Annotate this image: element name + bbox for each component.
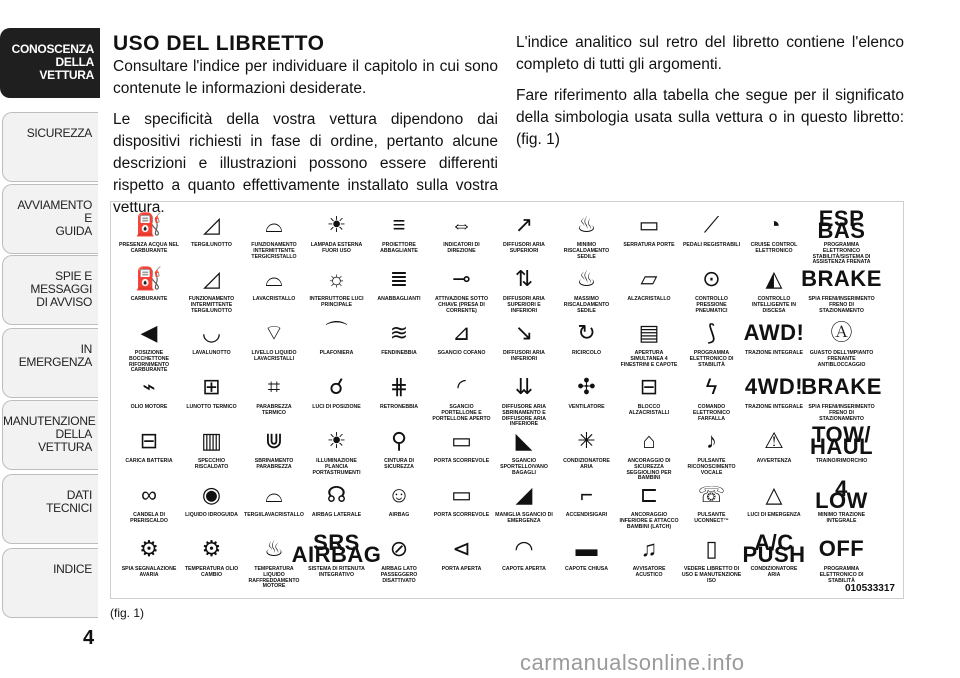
right-paragraph-2: Fare riferimento alla tabella che segue per il significato della simbologia usata sulla vettura o in questo libretto: (fig. 1) xyxy=(516,87,904,148)
intermittent-rear-wiper-icon: ◿ xyxy=(203,266,220,291)
symbol-cell xyxy=(557,372,617,411)
symbol-label: PORTA SCORREVOLE xyxy=(433,512,490,518)
symbol-label: SGANCIO SPORTELLO/VANO BAGAGLI xyxy=(500,458,548,476)
symbol-cell xyxy=(307,318,367,357)
esc-icon: ⟆ xyxy=(707,320,716,345)
symbol-label: PROGRAMMA ELETTRONICO DI STABILITÀ xyxy=(819,566,864,584)
exterior-lamp-icon: ☀ xyxy=(326,212,347,237)
symbol-cell xyxy=(682,318,742,368)
symbol-label: TRAINO/RIMORCHIO xyxy=(815,458,868,464)
defrost-floor-vent-icon: ⇊ xyxy=(514,374,534,399)
symbol-cell xyxy=(744,426,804,465)
symbol-label: DIFFUSORI ARIA SUPERIORI E INFERIORI xyxy=(503,296,545,314)
symbol-label: FUNZIONAMENTO INTERMITTENTE TERGICRISTALLO xyxy=(251,242,297,260)
power-outlet-icon: ⊸ xyxy=(452,266,471,291)
page-title: USO DEL LIBRETTO xyxy=(113,32,325,55)
symbol-label: AVVERTENZA xyxy=(756,458,792,464)
wiper-washer-icon: ⌓ xyxy=(265,482,283,507)
symbol-cell xyxy=(119,210,179,255)
sidebar-tab-label: SPIE E MESSAGGI DI AVVISO xyxy=(30,269,92,309)
high-beam-icon: ≡ xyxy=(392,212,406,237)
symbol-label: TERGI/LAVACRISTALLO xyxy=(244,512,304,518)
symbol-label: SBRINAMENTO PARABREZZA xyxy=(254,458,294,470)
symbol-cell xyxy=(807,206,877,266)
symbol-label: TEMPERATURA LIQUIDO RAFFREDDAMENTO MOTORE xyxy=(248,566,300,590)
symbol-label: SPIA FRENI/INSERIMENTO FRENO DI STAZIONAMENTO xyxy=(808,404,875,422)
symbol-cell xyxy=(119,480,179,525)
adjustable-pedals-icon: ⟋ xyxy=(703,212,720,237)
symbol-label: DIFFUSORI ARIA INFERIORI xyxy=(503,350,545,362)
symbol-cell xyxy=(494,264,554,314)
seat-heat-high-icon: ♨ xyxy=(576,266,597,291)
symbol-cell xyxy=(244,210,304,260)
symbol-cell xyxy=(494,318,554,363)
symbol-cell xyxy=(744,372,804,411)
symbol-cell xyxy=(244,426,304,471)
parking-lights-icon: ☌ xyxy=(329,374,344,399)
symbol-figure xyxy=(110,201,904,599)
fuel-door-icon: ◀ xyxy=(140,320,158,345)
airbag-icon: ☺ xyxy=(387,482,411,507)
transmission-temp-icon: ⚙ xyxy=(201,536,222,561)
hill-descent-icon: ◭ xyxy=(765,266,783,291)
symbol-label: ANABBAGLIANTI xyxy=(377,296,421,302)
symbol-label: TEMPERATURA OLIO CAMBIO xyxy=(184,566,239,578)
side-airbag-icon: ☊ xyxy=(326,482,347,507)
symbol-label: PORTA SCORREVOLE xyxy=(433,458,490,464)
latch-icon: ⊏ xyxy=(639,482,659,507)
symbol-label: SPECCHIO RISCALDATO xyxy=(194,458,229,470)
4-low-icon: 4 LOW xyxy=(815,476,868,513)
symbol-cell xyxy=(182,534,242,579)
child-seat-icon: ⌂ xyxy=(642,428,656,453)
symbol-label: SGANCIO PORTELLONE E PORTELLONE APERTO xyxy=(432,404,491,422)
hood-release-icon: ⊿ xyxy=(452,320,471,345)
symbol-cell xyxy=(244,480,304,519)
symbol-cell xyxy=(369,534,429,584)
symbol-cell xyxy=(119,372,179,411)
symbol-cell xyxy=(619,318,679,368)
symbol-label: INTERRUTTORE LUCI PRINCIPALE xyxy=(309,296,364,308)
symbol-label: SGANCIO COFANO xyxy=(437,350,486,356)
symbol-label: ACCENDISIGARI xyxy=(565,512,608,518)
symbol-cell xyxy=(432,372,492,422)
rear-fog-icon: ⋕ xyxy=(389,374,409,399)
sidebar-tab-label: IN EMERGENZA xyxy=(18,342,92,369)
symbol-label: MINIMO RISCALDAMENTO SEDILE xyxy=(563,242,610,260)
windshield-defrost-icon: ⋓ xyxy=(264,428,284,453)
symbol-cell xyxy=(182,210,242,249)
symbol-label: CANDELA DI PRERISCALDO xyxy=(130,512,168,524)
symbol-label: LUNOTTO TERMICO xyxy=(186,404,237,410)
symbol-cell xyxy=(807,476,877,525)
symbol-label: LAVALUNOTTO xyxy=(192,350,231,356)
sidebar-tab-7[interactable] xyxy=(2,474,98,544)
sidebar-tab-6[interactable] xyxy=(2,400,98,470)
symbol-cell xyxy=(369,372,429,411)
symbol-cell xyxy=(182,426,242,471)
symbol-label: AIRBAG xyxy=(388,512,410,518)
symbol-cell xyxy=(557,210,617,260)
symbol-cell xyxy=(307,264,367,309)
symbol-cell xyxy=(432,480,492,519)
sidebar-tab-label: CONOSCENZA DELLA VETTURA xyxy=(11,42,94,82)
light-switch-icon: ☼ xyxy=(326,266,347,291)
top-open-icon: ◠ xyxy=(514,536,534,561)
symbol-label: AIRBAG LATERALE xyxy=(311,512,362,518)
symbol-cell xyxy=(494,426,554,476)
symbol-label: DIFFUSORI ARIA SUPERIORI xyxy=(503,242,545,254)
symbol-label: PRESENZA ACQUA NEL CARBURANTE xyxy=(119,242,179,254)
symbol-label: CAPOTE APERTA xyxy=(502,566,546,572)
uconnect-icon: ☏ xyxy=(697,482,726,507)
symbol-cell xyxy=(494,480,554,525)
symbol-label: LUCI DI POSIZIONE xyxy=(312,404,361,410)
symbol-label: RETRONEBBIA xyxy=(379,404,419,410)
symbol-label: TRAZIONE INTEGRALE xyxy=(745,404,803,410)
tire-pressure-icon: ⊙ xyxy=(702,266,721,291)
sidebar-tab-3[interactable] xyxy=(2,184,98,254)
turn-signal-icon: ⇔ xyxy=(450,212,473,237)
symbol-label: BLOCCO ALZACRISTALLI xyxy=(628,404,670,416)
symbol-cell xyxy=(682,534,742,584)
symbol-label: PORTA APERTA xyxy=(441,566,482,572)
oil-icon: ⌁ xyxy=(142,374,156,399)
symbol-cell xyxy=(182,264,242,314)
window-lock-icon: ⊟ xyxy=(639,374,659,399)
heated-mirror-icon: ▥ xyxy=(201,428,222,453)
sidebar-tab-2[interactable] xyxy=(2,112,98,182)
symbol-cell xyxy=(557,318,617,357)
fog-light-icon: ≋ xyxy=(389,320,409,345)
glow-plug-icon: ∞ xyxy=(141,482,157,507)
horn-icon: ♫ xyxy=(640,536,658,561)
symbol-label: LAVACRISTALLO xyxy=(252,296,296,302)
symbol-cell xyxy=(742,530,806,579)
4wd-icon: 4WD! xyxy=(744,374,804,399)
symbol-cell xyxy=(682,210,742,249)
symbol-cell xyxy=(744,318,804,357)
symbol-cell xyxy=(494,372,554,428)
manual-icon: ▯ xyxy=(705,536,718,561)
symbol-label: PROGRAMMA ELETTRONICO DI STABILITÀ xyxy=(689,350,734,368)
symbol-cell xyxy=(619,480,679,530)
abs-icon: Ⓐ xyxy=(830,320,853,345)
symbol-label: APERTURA SIMULTANEA 4 FINESTRINI E CAPOTE xyxy=(620,350,678,368)
esp-bas-icon: ESP BAS xyxy=(817,206,866,243)
seatbelt-icon: ⚲ xyxy=(390,428,408,453)
symbol-label: ALZACRISTALLO xyxy=(627,296,671,302)
symbol-label: VEDERE LIBRETTO DI USO E MANUTENZIONE ISO xyxy=(681,566,742,584)
symbol-cell xyxy=(619,372,679,417)
rear-defrost-icon: ⊞ xyxy=(202,374,221,399)
symbol-label: LAMPADA ESTERNA FUORI USO xyxy=(310,242,363,254)
ac-push-icon: A/C PUSH xyxy=(742,530,806,567)
symbol-label: POSIZIONE BOCCHETTONE RIFORNIMENTO CARBURANTE xyxy=(129,350,169,374)
sidebar-tab-label: INDICE xyxy=(53,562,92,576)
right-column xyxy=(516,32,904,160)
emergency-release-icon: ◢ xyxy=(515,482,533,507)
fuel-water-icon: ⛽ xyxy=(135,212,163,237)
ac-icon: ✳ xyxy=(577,428,596,453)
symbol-cell xyxy=(682,426,742,476)
symbol-cell xyxy=(432,210,492,255)
symbol-cell xyxy=(682,264,742,314)
symbol-label: MANIGLIA SGANCIO DI EMERGENZA xyxy=(495,512,553,524)
symbol-label: PROGRAMMA ELETTRONICO STABILITÀ/SISTEMA DI ASSISTENZA FRENATA xyxy=(812,242,871,266)
symbol-cell xyxy=(119,534,179,579)
fan-icon: ✣ xyxy=(577,374,596,399)
symbol-label: INDICATORI DI DIREZIONE xyxy=(443,242,480,254)
sliding-door-icon: ▭ xyxy=(451,428,472,453)
symbol-label: CONTROLLO PRESSIONE PNEUMATICI xyxy=(695,296,728,314)
intermittent-wiper-icon: ⌓ xyxy=(265,212,283,237)
symbol-label: CONDIZIONATORE ARIA xyxy=(563,458,610,470)
symbol-label: LIQUIDO IDROGUIDA xyxy=(185,512,238,518)
symbol-cell xyxy=(682,480,742,525)
sidebar-tab-4[interactable] xyxy=(2,255,98,325)
symbol-label: DIFFUSORE ARIA SBRINAMENTO E DIFFUSORE ARIA INFERIORE xyxy=(502,404,546,428)
upper-lower-vent-icon: ⇅ xyxy=(514,266,534,291)
brake-text-icon: BRAKE xyxy=(801,374,882,399)
srs-icon: SRS AIRBAG xyxy=(291,530,382,567)
symbol-cell xyxy=(619,264,679,303)
left-paragraph-1: Consultare l'indice per individuare il capitolo in cui sono contenute le informazioni desiderate. xyxy=(113,58,498,97)
symbol-label: VENTILATORE xyxy=(568,404,605,410)
symbol-label: AVVISATORE ACUSTICO xyxy=(632,566,666,578)
symbol-cell xyxy=(432,534,492,573)
dimmer-icon: ☀ xyxy=(326,428,347,453)
symbol-cell xyxy=(807,534,877,584)
washer-fluid-icon: ⌔ xyxy=(263,320,285,345)
symbol-cell xyxy=(244,318,304,363)
symbol-label: CONDIZIONATORE ARIA xyxy=(750,566,798,578)
dome-light-icon: ⌒ xyxy=(325,320,348,345)
symbol-label: SPIA FRENI/INSERIMENTO FRENO DI STAZIONAMENTO xyxy=(808,296,875,314)
symbol-label: ILLUMINAZIONE PLANCIA PORTASTRUMENTI xyxy=(312,458,361,476)
symbol-label: SERRATURA PORTE xyxy=(623,242,675,248)
sidebar-tab-label: AVVIAMENTO E GUIDA xyxy=(17,198,92,238)
symbol-cell xyxy=(494,534,554,573)
figure-code: 010533317 xyxy=(844,583,895,594)
symbol-label: FUNZIONAMENTO INTERMITTENTE TERGILUNOTTO xyxy=(188,296,235,314)
symbol-cell xyxy=(369,480,429,519)
symbol-cell xyxy=(744,264,804,314)
symbol-label: MINIMO TRAZIONE INTEGRALE xyxy=(817,512,866,524)
symbol-cell xyxy=(182,318,242,357)
page-number: 4 xyxy=(83,627,95,649)
symbol-cell xyxy=(744,210,804,255)
hazard-icon: △ xyxy=(765,482,783,507)
right-paragraph-1: L'indice analitico sul retro del libretto contiene l'elenco completo di tutti gli argomenti. xyxy=(516,34,904,73)
symbol-label: PROIETTORE ABBAGLIANTE xyxy=(380,242,418,254)
symbol-cell xyxy=(682,372,742,422)
rear-washer-icon: ◡ xyxy=(201,320,222,345)
cigar-lighter-icon: ⌐ xyxy=(580,482,593,507)
sidebar-tab-8[interactable] xyxy=(2,548,98,618)
symbol-cell xyxy=(182,372,242,411)
voice-icon: ♪ xyxy=(706,428,717,453)
symbol-cell xyxy=(557,480,617,519)
symbol-label: RICIRCOLO xyxy=(571,350,602,356)
rear-wiper-icon: ◿ xyxy=(203,212,220,237)
passenger-airbag-off-icon: ⊘ xyxy=(389,536,409,561)
symbol-cell xyxy=(744,480,804,519)
battery-icon: ⊟ xyxy=(139,428,159,453)
symbol-cell xyxy=(119,426,179,465)
symbol-cell xyxy=(557,426,617,471)
sidebar-tab-label: DATI TECNICI xyxy=(46,488,92,515)
symbol-label: CARBURANTE xyxy=(130,296,168,302)
symbol-label: MASSIMO RISCALDAMENTO SEDILE xyxy=(563,296,610,314)
awd-icon: AWD! xyxy=(743,320,805,345)
trunk-release-icon: ◣ xyxy=(515,428,533,453)
coolant-temp-icon: ♨ xyxy=(264,536,284,561)
windows-top-icon: ▤ xyxy=(638,320,660,345)
figure-caption: (fig. 1) xyxy=(110,606,145,620)
symbol-label: CINTURA DI SICUREZZA xyxy=(384,458,414,470)
seat-heat-low-icon: ♨ xyxy=(576,212,597,237)
symbol-label: PEDALI REGISTRABILI xyxy=(682,242,741,248)
warning-icon: ⚠ xyxy=(764,428,784,453)
symbol-cell xyxy=(369,210,429,255)
symbol-label: ATTIVAZIONE SOTTO CHIAVE (PRESA DI CORRENTE) xyxy=(434,296,489,314)
symbol-cell xyxy=(432,426,492,465)
symbol-cell xyxy=(307,210,367,255)
symbol-cell xyxy=(432,264,492,314)
symbol-label: SPIA SEGNALAZIONE AVARIA xyxy=(121,566,177,578)
symbol-label: TERGILUNOTTO xyxy=(191,242,232,248)
brake-icon: BRAKE xyxy=(801,266,882,291)
symbol-cell xyxy=(557,264,617,314)
symbol-cell xyxy=(291,530,382,579)
symbol-cell xyxy=(369,318,429,357)
symbol-label: CAPOTE CHIUSA xyxy=(565,566,608,572)
malfunction-icon: ⚙ xyxy=(139,536,159,561)
symbol-cell xyxy=(432,318,492,357)
symbol-label: PARABREZZA TERMICO xyxy=(256,404,292,416)
left-column xyxy=(113,32,498,228)
symbol-cell xyxy=(119,264,179,303)
window-icon: ▱ xyxy=(640,266,658,291)
symbol-label: PULSANTE UCONNECT™ xyxy=(694,512,729,524)
symbol-label: ANCORAGGIO DI SICUREZZA SEGGIOLINO PER BAMBINI xyxy=(626,458,672,482)
left-paragraph-2: Le specificità della vostra vettura dipendono dai dispositivi richiesti in fase di ordine, pertanto alcune descrizioni e illustrazioni possono essere differenti rispetto a quanto effettivamente installato sulla vostra vettura. xyxy=(113,111,498,216)
door-lock-icon: ▭ xyxy=(638,212,660,237)
symbol-label: FENDINEBBIA xyxy=(381,350,417,356)
symbol-cell xyxy=(307,426,367,476)
symbol-label: CRUISE CONTROL ELETTRONICO xyxy=(750,242,798,254)
symbol-cell xyxy=(182,480,242,519)
symbol-label: TRAZIONE INTEGRALE xyxy=(745,350,803,356)
lower-vent-icon: ↘ xyxy=(514,320,534,345)
symbol-cell xyxy=(307,480,367,519)
heated-windshield-icon: ⌗ xyxy=(267,374,281,399)
watermark: carmanualsonline.info xyxy=(520,650,745,675)
symbol-cell xyxy=(244,264,304,303)
symbol-label: OLIO MOTORE xyxy=(130,404,168,410)
top-closed-icon: ▬ xyxy=(575,536,598,561)
symbol-cell xyxy=(369,264,429,303)
door-open-icon: ⊲ xyxy=(452,536,471,561)
sidebar-tab-5[interactable] xyxy=(2,328,98,398)
symbol-label: CONTROLLO INTELLIGENTE IN DISCESA xyxy=(751,296,797,314)
symbol-cell xyxy=(801,264,882,314)
throttle-icon: ϟ xyxy=(705,374,718,399)
symbol-label: CARICA BATTERIA xyxy=(125,458,173,464)
recirculation-icon: ↻ xyxy=(577,320,596,345)
symbol-label: GUASTO DELL'IMPIANTO FRENANTE ANTIBLOCCAGGIO xyxy=(809,350,874,368)
tow-haul-icon: TOW/ HAUL xyxy=(809,422,874,459)
low-beam-icon: ≣ xyxy=(389,266,409,291)
symbol-cell xyxy=(619,534,679,579)
chapter-sidebar xyxy=(0,0,100,678)
washer-icon: ⌓ xyxy=(265,266,283,291)
liftgate-icon: ◜ xyxy=(457,374,466,399)
symbol-label: LUCI DI EMERGENZA xyxy=(747,512,801,518)
symbol-cell xyxy=(244,372,304,417)
symbol-grid xyxy=(117,206,897,590)
symbol-cell xyxy=(369,426,429,471)
symbol-label: ANCORAGGIO INFERIORE E ATTACCO BAMBINI (LATCH) xyxy=(619,512,679,530)
fuel-icon: ⛽ xyxy=(135,266,163,291)
sidebar-tab-1[interactable] xyxy=(0,28,100,98)
sidebar-tab-label: SICUREZZA xyxy=(26,126,92,140)
symbol-cell xyxy=(807,318,877,368)
symbol-label: PLAFONIERA xyxy=(319,350,354,356)
upper-vent-icon: ↗ xyxy=(514,212,534,237)
symbol-cell xyxy=(494,210,554,255)
symbol-cell xyxy=(801,372,882,422)
power-steering-icon: ◉ xyxy=(201,482,222,507)
sliding-door-2-icon: ▭ xyxy=(451,482,472,507)
symbol-label: AIRBAG LATO PASSEGGERO DISATTIVATO xyxy=(380,566,418,584)
symbol-cell xyxy=(807,422,877,465)
symbol-cell xyxy=(307,372,367,411)
sidebar-tab-label: MANUTENZIONE DELLA VETTURA xyxy=(3,414,96,454)
symbol-label: SISTEMA DI RITENUTA INTEGRATIVO xyxy=(308,566,365,578)
symbol-cell xyxy=(557,534,617,573)
symbol-label: LIVELLO LIQUIDO LAVACRISTALLI xyxy=(251,350,297,362)
symbol-label: PULSANTE RICONOSCIMENTO VOCALE xyxy=(687,458,736,476)
symbol-cell xyxy=(119,318,179,374)
symbol-cell xyxy=(619,210,679,249)
symbol-cell xyxy=(619,426,679,482)
cruise-control-icon: ◔ xyxy=(767,212,781,237)
esp-off-icon: OFF xyxy=(818,536,865,561)
symbol-label: COMANDO ELETTRONICO FARFALLA xyxy=(692,404,731,422)
